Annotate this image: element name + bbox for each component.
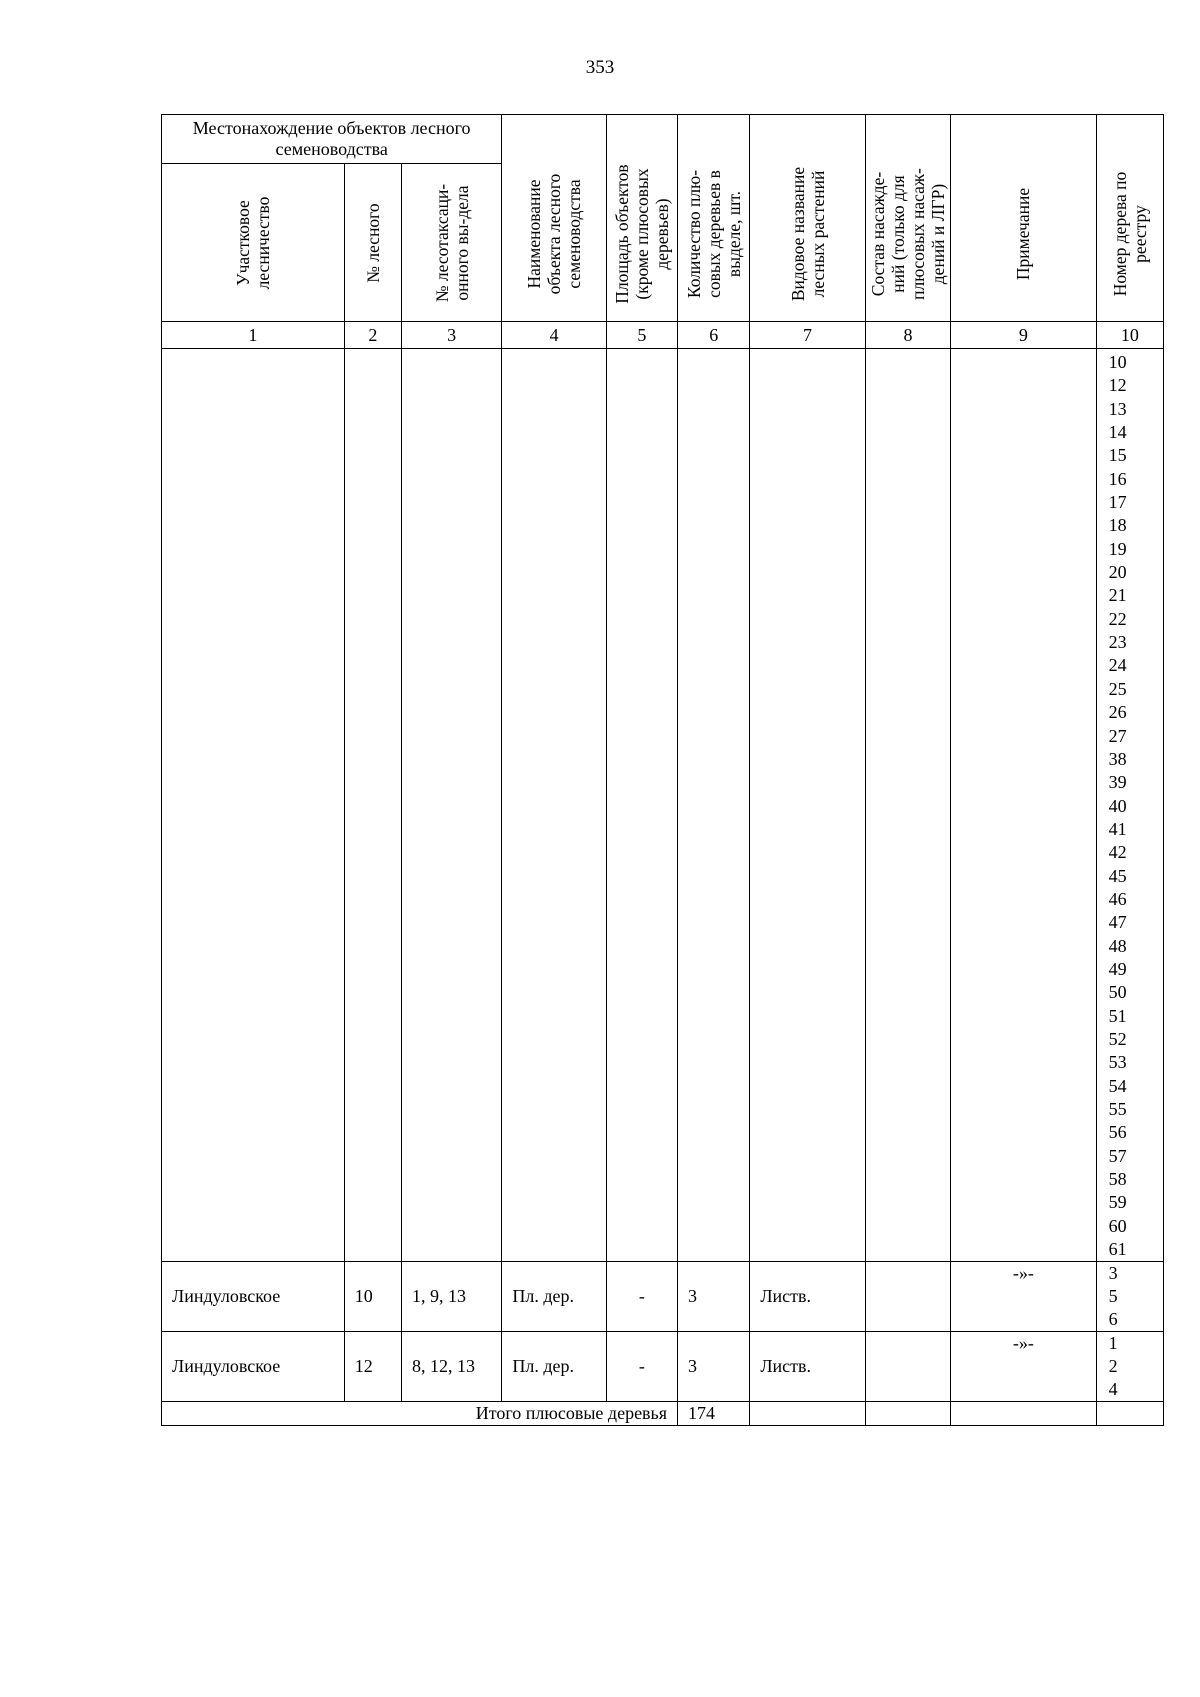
tree-number: 61 [1108, 1239, 1127, 1260]
quarter-cell: 10 [344, 1262, 401, 1332]
count-cell: 3 [678, 1262, 750, 1332]
tree-number: 25 [1108, 678, 1127, 699]
table-row [162, 1332, 1164, 1402]
tree-number: 58 [1108, 1169, 1127, 1190]
forestry-cell: Линдуловское [162, 1262, 345, 1332]
column-header-7: Видовое название лесных растений [750, 115, 865, 322]
tree-number: 48 [1108, 935, 1127, 956]
tree-number: 57 [1108, 1145, 1127, 1166]
tree-number: 13 [1108, 398, 1127, 419]
tree-number: 14 [1108, 422, 1127, 443]
tree-number: 19 [1108, 538, 1127, 559]
total-value: 174 [678, 1402, 750, 1426]
column-number: 3 [401, 322, 501, 349]
tree-number: 53 [1108, 1052, 1127, 1073]
table-row [162, 1262, 1164, 1332]
allotments-cell: 1, 9, 13 [401, 1262, 501, 1332]
column-header-3: № лесотаксаци-онного вы-дела [401, 164, 501, 322]
column-header-4: Наименование объекта лесного семеноводства [502, 115, 606, 322]
tree-number: 26 [1108, 702, 1127, 723]
tree-number: 24 [1108, 655, 1127, 676]
tree-number: 42 [1108, 842, 1127, 863]
tree-number: 60 [1108, 1215, 1127, 1236]
tree-number: 54 [1108, 1075, 1127, 1096]
column-number-row [162, 322, 1164, 349]
column-header-2: № лесного [344, 164, 401, 322]
tree-number: 21 [1108, 585, 1127, 606]
tree-numbers-cell: 3 5 6 [1096, 1262, 1163, 1332]
forestry-cell: Линдуловское [162, 1332, 345, 1402]
tree-number: 39 [1108, 772, 1127, 793]
tree-numbers-cell: 1 2 4 [1096, 1332, 1163, 1402]
area-cell: - [606, 1262, 677, 1332]
forest-seed-objects-table [161, 114, 1164, 1426]
tree-number: 41 [1108, 818, 1127, 839]
location-group-header: Местонахождение объектов лесного семеноводства [162, 115, 502, 164]
column-number: 5 [606, 322, 677, 349]
tree-number: 45 [1108, 865, 1127, 886]
column-number: 10 [1096, 322, 1163, 349]
tree-number: 18 [1108, 515, 1127, 536]
composition-cell [865, 1332, 950, 1402]
column-number: 4 [502, 322, 606, 349]
tree-number: 55 [1108, 1099, 1127, 1119]
allotments-cell: 8, 12, 13 [401, 1332, 501, 1402]
tree-number: 46 [1108, 888, 1127, 909]
quarter-cell: 12 [344, 1332, 401, 1402]
column-number: 8 [865, 322, 950, 349]
note-cell: -»- [951, 1262, 1097, 1332]
tree-number: 49 [1108, 958, 1127, 979]
tree-number: 59 [1108, 1192, 1127, 1213]
note-cell: -»- [951, 1332, 1097, 1402]
tree-number: 40 [1108, 795, 1127, 816]
tree-number: 27 [1108, 725, 1127, 746]
column-header-5: Площадь объектов (кроме плюсовых деревьев) [606, 115, 677, 322]
tree-number: 12 [1108, 375, 1127, 396]
column-number: 2 [344, 322, 401, 349]
total-row [162, 1402, 1164, 1426]
column-header-6: Количество плю-совых деревьев в выделе, шт. [678, 115, 750, 322]
count-cell: 3 [678, 1332, 750, 1402]
column-header-9: Примечание [951, 115, 1097, 322]
tree-number: 38 [1108, 748, 1127, 769]
continued-row [162, 349, 1164, 1262]
column-header-8: Состав насажде-ний (только для плюсовых насаж-дений и ЛГР) [865, 115, 950, 322]
area-cell: - [606, 1332, 677, 1402]
column-number: 7 [750, 322, 865, 349]
object-cell: Пл. дер. [502, 1332, 606, 1402]
tree-number: 10 [1108, 352, 1127, 372]
tree-number: 51 [1108, 1005, 1127, 1026]
continued-tree-numbers [1096, 349, 1163, 1262]
page-number: 353 [585, 57, 615, 78]
species-cell: Листв. [750, 1332, 865, 1402]
tree-number: 56 [1108, 1122, 1127, 1143]
tree-number: 50 [1108, 982, 1127, 1003]
tree-number: 20 [1108, 562, 1127, 583]
object-cell: Пл. дер. [502, 1262, 606, 1332]
total-label: Итого плюсовые деревья [162, 1402, 678, 1426]
column-header-1: Участковое лесничество [162, 164, 345, 322]
column-number: 6 [678, 322, 750, 349]
tree-number: 23 [1108, 632, 1127, 653]
tree-number: 16 [1108, 468, 1127, 489]
tree-number: 15 [1108, 445, 1127, 466]
tree-number: 22 [1108, 608, 1127, 629]
tree-number: 17 [1108, 492, 1127, 513]
column-number: 1 [162, 322, 345, 349]
species-cell: Листв. [750, 1262, 865, 1332]
composition-cell [865, 1262, 950, 1332]
tree-number: 47 [1108, 912, 1127, 933]
column-header-10: Номер дерева по реестру [1096, 115, 1163, 322]
column-number: 9 [951, 322, 1097, 349]
tree-number: 52 [1108, 1028, 1127, 1049]
